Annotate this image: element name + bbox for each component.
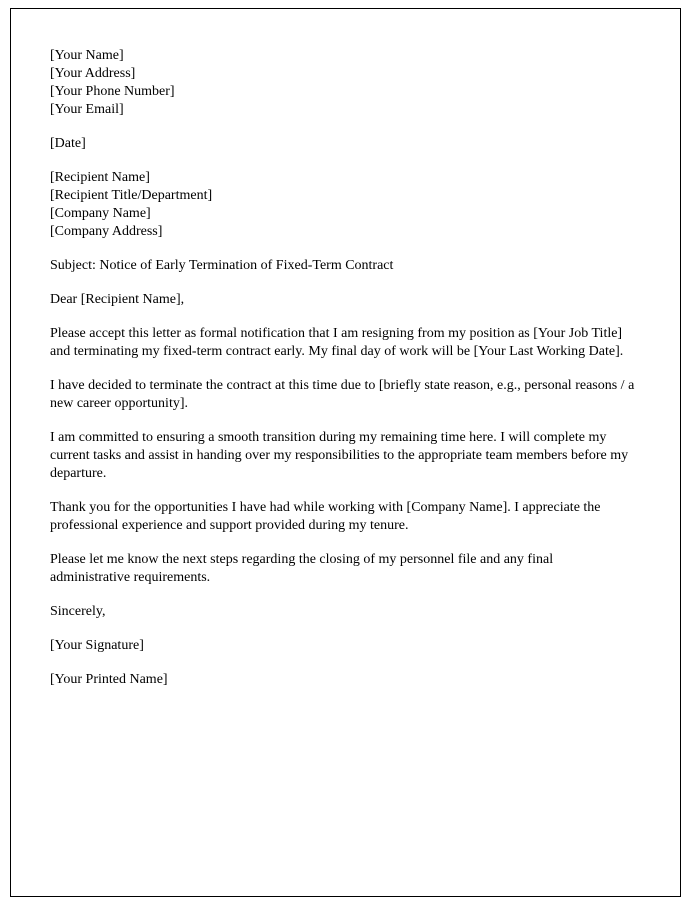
sender-address: [Your Address] — [50, 66, 136, 81]
paragraph-reason: I have decided to terminate the contract at this time due to [briefly state reason, e.g., personal reasons / a new career opportunity]. — [50, 378, 638, 411]
recipient-company: [Company Name] — [50, 206, 151, 221]
paragraph-transition: I am committed to ensuring a smooth transition during my remaining time here. I will complete my current tasks and assist in handing over my responsibilities to the appropriate team members before my departure. — [50, 430, 632, 481]
sender-block — [50, 47, 635, 119]
recipient-address: [Company Address] — [50, 224, 163, 239]
paragraph-resignation-notice: Please accept this letter as formal notification that I am resigning from my position as [Your Job Title] and terminating my fixed-term contract early. My final day of work will be [Your Last Working Date]. — [50, 326, 626, 359]
printed-name-placeholder: [Your Printed Name] — [50, 672, 168, 687]
document-page — [10, 8, 681, 897]
recipient-block — [50, 169, 635, 241]
letter-content — [50, 47, 638, 705]
paragraph-next-steps: Please let me know the next steps regarding the closing of my personnel file and any final administrative requirements. — [50, 552, 557, 585]
sender-name: [Your Name] — [50, 48, 124, 63]
signature-placeholder: [Your Signature] — [50, 638, 144, 653]
sender-email: [Your Email] — [50, 102, 124, 117]
recipient-title: [Recipient Title/Department] — [50, 188, 213, 203]
subject-line: Subject: Notice of Early Termination of Fixed-Term Contract — [50, 258, 394, 273]
paragraph-thanks: Thank you for the opportunities I have had while working with [Company Name]. I appreciate the professional experience and support provided during my tenure. — [50, 500, 605, 533]
recipient-name: [Recipient Name] — [50, 170, 150, 185]
sender-phone: [Your Phone Number] — [50, 84, 175, 99]
closing: Sincerely, — [50, 604, 106, 619]
salutation: Dear [Recipient Name], — [50, 292, 185, 307]
date-line: [Date] — [50, 136, 86, 151]
